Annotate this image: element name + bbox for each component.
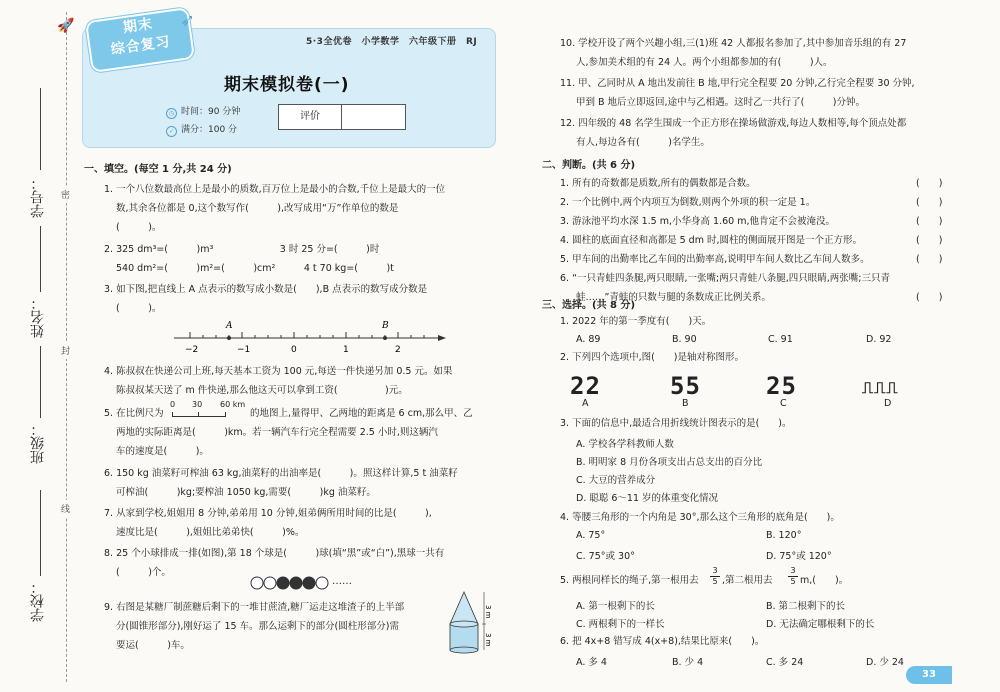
seal-feng: 封 — [61, 342, 70, 359]
student-id-field[interactable] — [40, 88, 41, 170]
mc-q4: 4. 等腰三角形的一个内角是 30°,那么这个三角形的底角是( )。 — [560, 512, 840, 523]
tf-item-6: 6. “一只青蛙四条腿,两只眼睛,一张嘴;两只青蛙八条腿,四只眼睛,两张嘴;三只青 — [560, 273, 890, 284]
q4-line2: 陈叔叔某天送了 m 件快递,那么他这天可以拿到工资( )元。 — [116, 385, 408, 396]
mc-q3: 3. 下面的信息中,最适合用折线统计图表示的是( )。 — [560, 418, 792, 429]
cone-height-label: 3 m — [484, 605, 492, 619]
symbol-a: 22 — [570, 372, 601, 400]
student-id-label: 学号： — [30, 176, 46, 218]
mc-q4-b[interactable]: B. 120° — [766, 530, 802, 541]
mc-q1-c[interactable]: C. 91 — [768, 334, 793, 345]
point-a-label: A — [226, 321, 233, 331]
clock-icon: ◷ — [166, 108, 177, 119]
true-false-list — [560, 174, 960, 294]
score-info: ✓ 满分：100 分 — [166, 122, 237, 137]
q2-line1: 2. 325 dm³=( )m³ 3 时 25 分=( )时 — [104, 244, 380, 255]
q12-line1: 12. 四年级的 48 名学生围成一个正方形在操场做游戏,每边人数相等,每个顶点处都 — [560, 118, 907, 129]
fraction-2: 3 5 — [788, 566, 798, 587]
section-fill-blank: 一、填空。(每空 1 分,共 24 分) — [84, 164, 232, 175]
symbol-a-label[interactable]: A — [582, 398, 589, 409]
mc-q4-d[interactable]: D. 75°或 120° — [766, 551, 832, 562]
mc-q3-c[interactable]: C. 大豆的营养成分 — [576, 475, 656, 486]
tf-item-3: 3. 游泳池平均水深 1.5 m,小华身高 1.60 m,他肯定不会被淹没。 — [560, 216, 835, 227]
point-a-marker — [227, 336, 231, 340]
symbol-b-label[interactable]: B — [682, 398, 689, 409]
mc-q6-d[interactable]: D. 少 24 — [866, 657, 904, 668]
mc-q6: 6. 把 4x+8 错写成 4(x+8),结果比原来( )。 — [560, 636, 765, 647]
q1-line3: ( )。 — [116, 222, 162, 233]
fraction-1: 3 5 — [710, 566, 720, 587]
mc-q6-b[interactable]: B. 少 4 — [672, 657, 704, 668]
tick-label-neg2: −2 — [185, 345, 199, 355]
q9-line1: 9. 右图是某糖厂制蔗糖后剩下的一堆甘蔗渣,糖厂运走这堆渣子的上半部 — [104, 602, 405, 613]
class-field[interactable] — [40, 346, 41, 418]
mc-q5-c[interactable]: C. 两根剩下的一样长 — [576, 619, 665, 630]
q5-line2: 两地的实际距离是( )km。若一辆汽车行完全程需要 2.5 小时,则这辆汽 — [116, 427, 438, 438]
tf-item-5: 5. 甲车间的出勤率比乙车间的出勤率高,说明甲车间人数比乙车间人数多。 — [560, 254, 870, 265]
q11-line2: 甲到 B 地后立即返回,途中与乙相遇。这时乙一共行了( )分钟。 — [576, 97, 865, 108]
seal-mi: 密 — [61, 186, 70, 203]
q6-line1: 6. 150 kg 油菜籽可榨油 63 kg,油菜籽的出油率是( )。照这样计算,5 t 油菜籽 — [104, 468, 458, 479]
tf-answer-1[interactable]: ( ) — [916, 178, 943, 189]
q4-line1: 4. 陈叔叔在快递公司上班,每天基本工资为 100 元,每送一件快递另加 0.5 元。如果 — [104, 366, 453, 377]
q8-line2: ( )个。 — [116, 567, 171, 578]
q6-line2: 可榨油( )kg;要榨油 1050 kg,需要( )kg 油菜籽。 — [116, 487, 376, 498]
q5-line3: 车的速度是( )。 — [116, 446, 209, 457]
class-label: 班级： — [30, 422, 46, 464]
symbol-d: ⎍⎍⎍ — [862, 378, 899, 397]
seal-xian: 线 — [61, 500, 70, 517]
cone-cylinder-figure — [446, 588, 502, 660]
mc-q2: 2. 下列四个选项中,图( )是轴对称图形。 — [560, 352, 745, 363]
tf-item-4: 4. 圆柱的底面直径和高都是 5 dm 时,圆柱的侧面展开图是一个正方形。 — [560, 235, 862, 246]
rocket-icon: 🚀 — [57, 18, 75, 34]
q3-line1: 3. 如下图,把直线上 A 点表示的数写成小数是( ),B 点表示的数写成分数是 — [104, 284, 428, 295]
mc-q5-d[interactable]: D. 无法确定哪根剩下的长 — [766, 619, 875, 630]
mc-q3-b[interactable]: B. 明明家 8 月份各项支出占总支出的百分比 — [576, 457, 763, 468]
tf-item-1: 1. 所有的奇数都是质数,所有的偶数都是合数。 — [560, 178, 756, 189]
review-badge: 期末 综合复习 — [85, 7, 195, 73]
mc-q1-d[interactable]: D. 92 — [866, 334, 892, 345]
ball-ellipsis: …… — [332, 576, 352, 587]
q5-line1a: 5. 在比例尺为 — [104, 408, 164, 419]
point-b-label: B — [382, 321, 389, 331]
q7-line2: 速度比是( ),姐姐比弟弟快( )%。 — [116, 527, 305, 538]
check-icon: ✓ — [166, 126, 177, 137]
number-line — [170, 318, 450, 358]
tf-answer-2[interactable]: ( ) — [916, 197, 943, 208]
evaluation-box — [278, 104, 406, 130]
name-label: 姓名： — [30, 296, 46, 338]
mc-q3-a[interactable]: A. 学校各学科教师人数 — [576, 439, 674, 450]
school-label: 学校： — [30, 580, 46, 622]
mc-q1: 1. 2022 年的第一季度有( )天。 — [560, 316, 712, 327]
mc-q5-a[interactable]: A. 第一根剩下的长 — [576, 601, 655, 612]
symbol-c-label[interactable]: C — [780, 398, 787, 409]
tick-label-0: 0 — [291, 345, 297, 355]
symbol-b: 55 — [670, 372, 701, 400]
time-info: ◷ 时间：90 分钟 — [166, 104, 240, 119]
mc-q1-a[interactable]: A. 89 — [576, 334, 601, 345]
mc-q4-c[interactable]: C. 75°或 30° — [576, 551, 635, 562]
section-multiple-choice: 三、选择。(共 8 分) — [542, 300, 636, 311]
school-field[interactable] — [40, 490, 41, 576]
q10-line2: 人,参加美术组的有 24 人。两个小组都参加的有( )人。 — [576, 57, 833, 68]
mc-q6-a[interactable]: A. 多 4 — [576, 657, 607, 668]
q3-line2: ( )。 — [116, 303, 162, 314]
q2-line2: 540 dm²=( )m²=( )cm² 4 t 70 kg=( )t — [116, 263, 394, 274]
series-label: 5·3全优卷 小学数学 六年级下册 RJ — [306, 37, 478, 47]
mc-q1-b[interactable]: B. 90 — [672, 334, 697, 345]
evaluation-label: 评价 — [279, 105, 342, 129]
tf-answer-3[interactable]: ( ) — [916, 216, 943, 227]
tf-answer-4[interactable]: ( ) — [916, 235, 943, 246]
q9-line3: 要运( )车。 — [116, 640, 190, 651]
rocket-icon: ➶ — [180, 10, 196, 31]
tf-item-6-line2: 蛙……”青蛙的只数与腿的条数成正比例关系。 — [576, 292, 771, 303]
q12-line2: 有人,每边各有( )名学生。 — [576, 137, 710, 148]
mc-q3-d[interactable]: D. 聪聪 6～11 岁的体重变化情况 — [576, 493, 719, 504]
mc-q6-c[interactable]: C. 多 24 — [766, 657, 804, 668]
q5-line1b: 的地图上,量得甲、乙两地的距离是 6 cm,那么甲、乙 — [250, 408, 473, 419]
q10-line1: 10. 学校开设了两个兴趣小组,三(1)班 42 人都报名参加了,其中参加音乐组的有 27 — [560, 38, 907, 49]
q11-line1: 11. 甲、乙同时从 A 地出发前往 B 地,甲行完全程要 20 分钟,乙行完全程要 30 分钟, — [560, 78, 915, 89]
mc-q4-a[interactable]: A. 75° — [576, 530, 606, 541]
tick-label-2: 2 — [395, 345, 401, 355]
tf-item-2: 2. 一个比例中,两个内项互为倒数,则两个外项的积一定是 1。 — [560, 197, 816, 208]
q1-line1: 1. 一个八位数最高位上是最小的质数,百万位上是最小的合数,千位上是最大的一位 — [104, 184, 446, 195]
q8-line1: 8. 25 个小球排成一排(如图),第 18 个球是( )球(填“黑”或“白”),黑球一共有 — [104, 548, 445, 559]
tf-answer-6[interactable]: ( ) — [916, 292, 943, 303]
symbol-c: 25 — [766, 372, 797, 400]
point-b-marker — [383, 336, 387, 340]
q1-line2: 数,其余各位都是 0,这个数写作( ),改写成用“万”作单位的数是 — [116, 203, 399, 214]
page-number: 33 — [906, 666, 952, 684]
tf-answer-5[interactable]: ( ) — [916, 254, 943, 265]
name-field[interactable] — [40, 226, 41, 292]
symbol-d-label[interactable]: D — [884, 398, 892, 409]
evaluation-field[interactable] — [342, 105, 405, 129]
cylinder-height-label: 3 m — [484, 633, 492, 647]
binding-strip — [0, 0, 78, 692]
page-title: 期末模拟卷(一) — [224, 75, 350, 95]
q7-line1: 7. 从家到学校,姐姐用 8 分钟,弟弟用 10 分钟,姐弟俩所用时间的比是( ), — [104, 508, 432, 519]
mc-q5-b[interactable]: B. 第二根剩下的长 — [766, 601, 846, 612]
q9-line2: 分(圆锥形部分),刚好运了 15 车。那么运剩下的部分(圆柱形部分)需 — [116, 621, 399, 632]
tick-label-1: 1 — [343, 345, 349, 355]
section-true-false: 二、判断。(共 6 分) — [542, 160, 636, 171]
tick-label-neg1: −1 — [237, 345, 251, 355]
scale-bar: 0 30 60 km — [170, 400, 248, 420]
